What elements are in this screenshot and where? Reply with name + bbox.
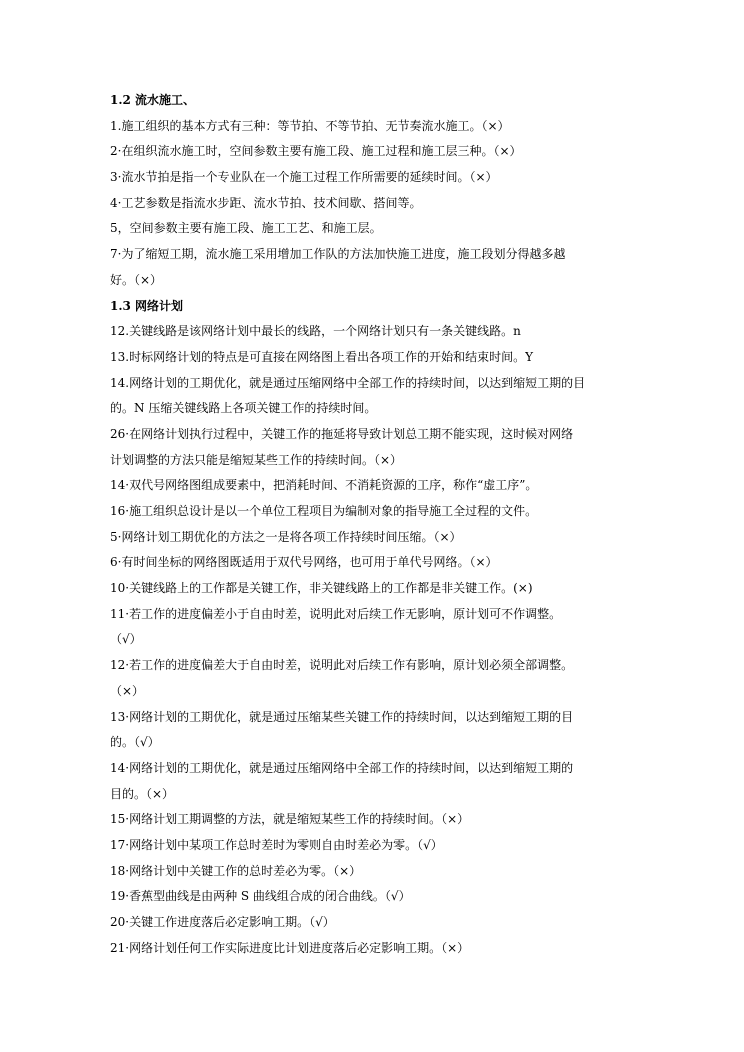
text-line: 11·若工作的进度偏差小于自由时差，说明此对后续工作无影响，原计划可不作调整。 [110, 606, 562, 621]
section-heading-network-plan: 1.3 网络计划 [110, 298, 184, 313]
text-line: 15·网络计划工期调整的方法，就是缩短某些工作的持续时间。（×） [110, 812, 470, 827]
text-line: 7·为了缩短工期，流水施工采用增加工作队的方法加快施工进度，施工段划分得越多越 [110, 247, 566, 262]
text-line: 3·流水节拍是指一个专业队在一个施工过程工作所需要的延续时间。（×） [110, 170, 498, 185]
text-line: 26·在网络计划执行过程中，关键工作的拖延将导致计划总工期不能实现，这时候对网络 [110, 426, 574, 441]
text-line: 16·施工组织总设计是以一个单位工程项目为编制对象的指导施工全过程的文件。 [110, 504, 538, 518]
text-line: 的。N 压缩关键线路上各项关键工作的持续时间。 [110, 401, 377, 416]
text-line: 4·工艺参数是指流水步距、流水节拍、技术间歇、搭间等。 [110, 195, 422, 210]
text-line: 14.网络计划的工期优化，就是通过压缩网络中全部工作的持续时间，以达到缩短工期的目 [110, 375, 586, 390]
text-line: 12·若工作的进度偏差大于自由时差，说明此对后续工作有影响，原计划必须全部调整。 [110, 658, 574, 673]
text-line: （×） [110, 683, 145, 698]
text-line: 5·网络计划工期优化的方法之一是将各项工作持续时间压缩。（×） [110, 529, 462, 544]
text-line: 6·有时间坐标的网络图既适用于双代号网络，也可用于单代号网络。（×） [110, 555, 498, 570]
text-line: 的。（√） [110, 735, 160, 750]
document-page [110, 88, 644, 961]
text-line: 18·网络计划中关键工作的总时差必为零。（×） [110, 863, 362, 878]
text-line: 17·网络计划中某项工作总时差时为零则自由时差必为零。（√） [110, 837, 443, 852]
text-line: 14·网络计划的工期优化，就是通过压缩网络中全部工作的持续时间，以达到缩短工期的 [110, 760, 574, 775]
text-line: 好。（×） [110, 272, 163, 287]
text-line: 10·关键线路上的工作都是关键工作，非关键线路上的工作都是非关键工作。(×) [110, 581, 533, 596]
text-line: 2·在组织流水施工时，空间参数主要有施工段、施工过程和施工层三种。（×） [110, 144, 522, 159]
text-line: （√） [110, 632, 142, 647]
text-line: 计划调整的方法只能是缩短某些工作的持续时间。（×） [110, 452, 403, 467]
text-line: 12.关键线路是该网络计划中最长的线路，一个网络计划只有一条关键线路。n [110, 324, 521, 339]
text-line: 1.施工组织的基本方式有三种：等节拍、不等节拍、无节奏流水施工。（×） [110, 118, 510, 133]
section-heading-flow-construction: 1.2 流水施工、 [110, 93, 196, 107]
text-line: 14·双代号网络图组成要素中，把消耗时间、不消耗资源的工序，称作“虚工序”。 [110, 478, 538, 493]
text-line: 19·香蕉型曲线是由两种 S 曲线组合成的闭合曲线。（√） [110, 889, 411, 904]
text-line: 13.时标网络计划的特点是可直接在网络图上看出各项工作的开始和结束时间。Y [110, 349, 534, 364]
text-line: 5，空间参数主要有施工段、施工工艺、和施工层。 [110, 221, 382, 236]
text-line: 13·网络计划的工期优化，就是通过压缩某些关键工作的持续时间，以达到缩短工期的目 [110, 709, 574, 724]
text-line: 21·网络计划任何工作实际进度比计划进度落后必定影响工期。（×） [110, 940, 470, 955]
text-line: 目的。（×） [110, 786, 175, 801]
text-line: 20·关键工作进度落后必定影响工期。（√） [110, 915, 335, 929]
